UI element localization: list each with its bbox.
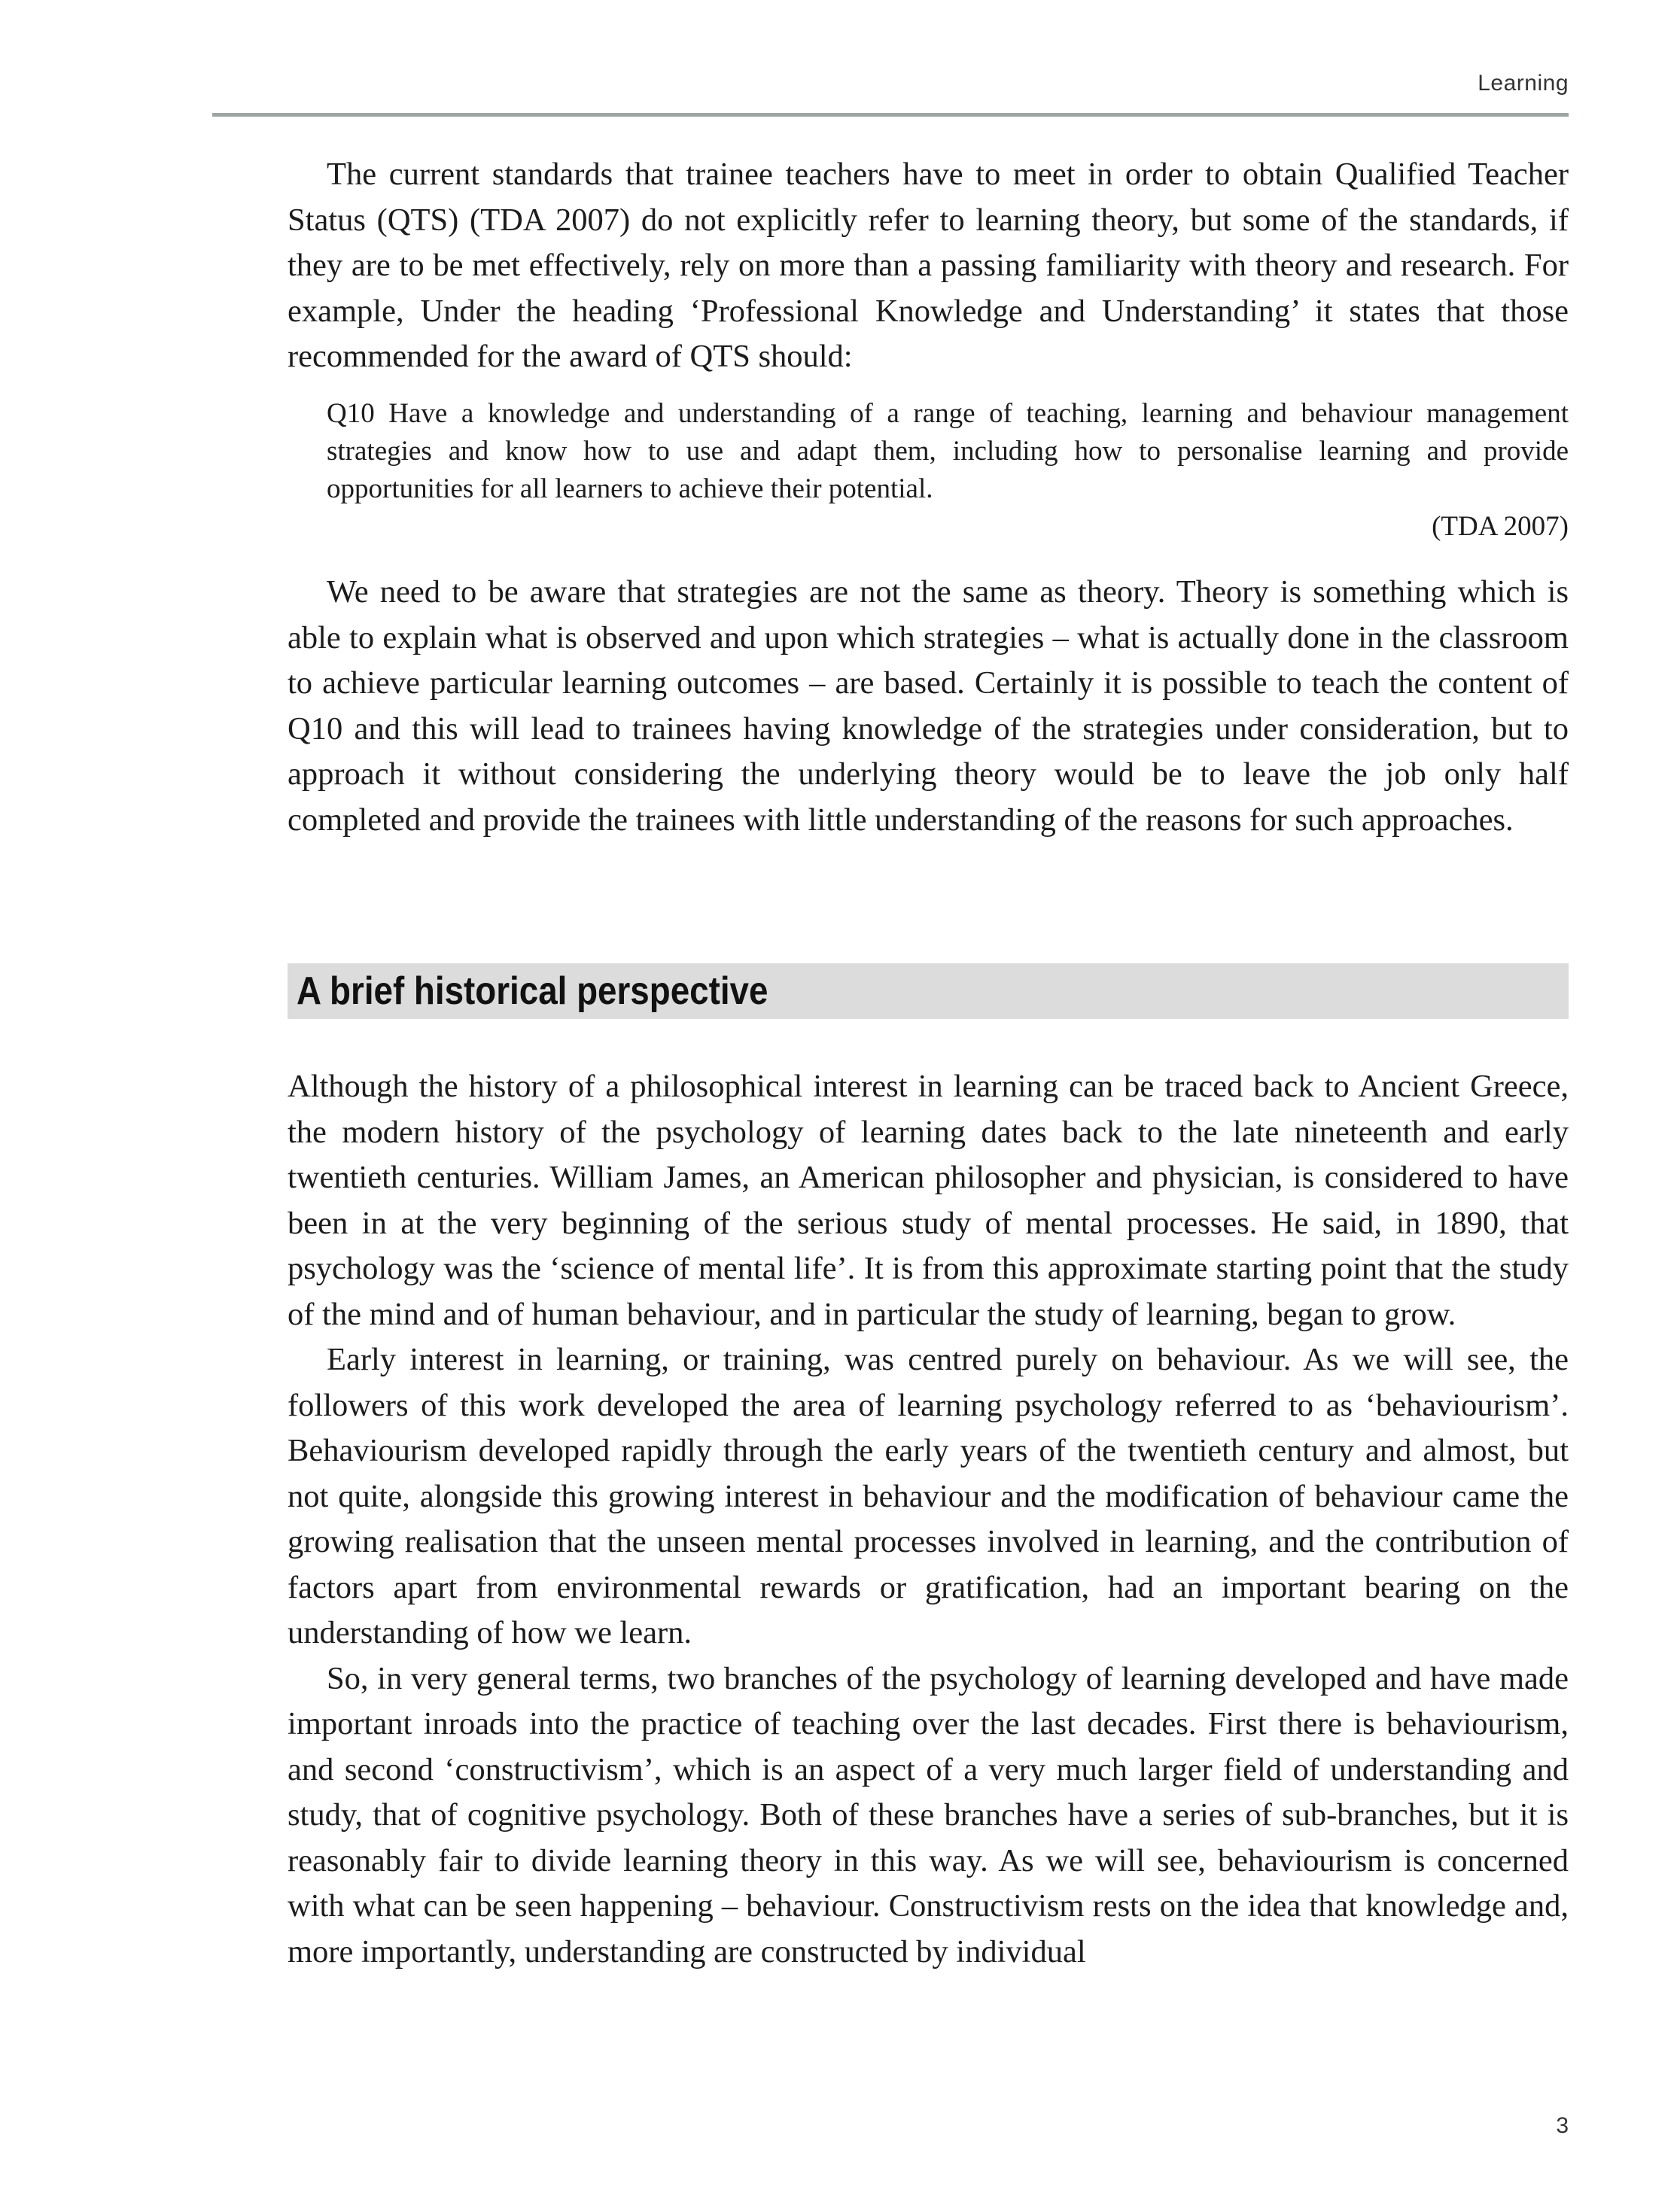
- paragraph-history: Although the history of a philosophical interest in learning can be traced back to Ancient Greece, the modern history of the psychology of learning dates back to the late nineteenth and early twentieth centuries. William James, an American philosopher and physician, is considered to have been in at the very beginning of the serious study of mental processes. He said, in 1890, that psychology was the ‘science of mental life’. It is from this approximate starting point that the study of the mind and of human behaviour, and in particular the study of learning, began to grow.: [288, 1069, 1569, 1332]
- intro-block: [288, 152, 1569, 380]
- page-number: 3: [1556, 2113, 1569, 2138]
- section-heading-text: A brief historical perspective: [297, 969, 768, 1013]
- block-quote: [327, 395, 1569, 508]
- quote-text: Q10 Have a knowledge and understanding of a range of teaching, learning and behaviour management strategies and know how to use and adapt them, including how to personalise learning and provide opportunities for all learners to achieve their potential.: [327, 398, 1569, 504]
- section-heading: [288, 963, 1569, 1019]
- paragraph-two-branches: So, in very general terms, two branches of the psychology of learning developed and have made important inroads into the practice of teaching over the last decades. First there is behaviourism, and second ‘constructivism’, which is an aspect of a very much larger field of understanding and study, that of cognitive psychology. Both of these branches have a series of sub-branches, but it is reasonably fair to divide learning theory in this way. As we will see, behaviourism is concerned with what can be seen happening – behaviour. Constructivism rests on the idea that knowledge and, more importantly, understanding are constructed by individual: [288, 1660, 1569, 1970]
- running-head: Learning: [1478, 71, 1569, 96]
- strategies-block: [288, 570, 1569, 843]
- paragraph-behaviour: Early interest in learning, or training, was centred purely on behaviour. As we will see, the followers of this work developed the area of learning psychology referred to as ‘behaviourism’. Behaviourism developed rapidly through the early years of the twentieth century and almost, but not quite, alongside this growing interest in behaviour and the modification of behaviour came the growing realisation that the unseen mental processes involved in learning, and the contribution of factors apart from environmental rewards or gratification, had an important bearing on the understanding of how we learn.: [288, 1342, 1569, 1650]
- paragraph-qts-standards: The current standards that trainee teachers have to meet in order to obtain Qualified Teacher Status (QTS) (TDA 2007) do not explicitly refer to learning theory, but some of the standards, if they are to be met effectively, rely on more than a passing familiarity with theory and research. For example, Under the heading ‘Professional Knowledge and Understanding’ it states that those recommended for the award of QTS should:: [288, 157, 1569, 374]
- header-rule: [212, 113, 1569, 117]
- quote-citation: (TDA 2007): [1432, 511, 1569, 542]
- paragraph-strategies-vs-theory: We need to be aware that strategies are not the same as theory. Theory is something which is able to explain what is observed and upon which strategies – what is actually done in the classroom to achieve particular learning outcomes – are based. Certainly it is possible to teach the content of Q10 and this will lead to trainees having knowledge of the strategies under consideration, but to approach it without considering the underlying theory would be to leave the job only half completed and provide the trainees with little understanding of the reasons for such approaches.: [288, 574, 1569, 838]
- historical-block: [288, 1064, 1569, 1975]
